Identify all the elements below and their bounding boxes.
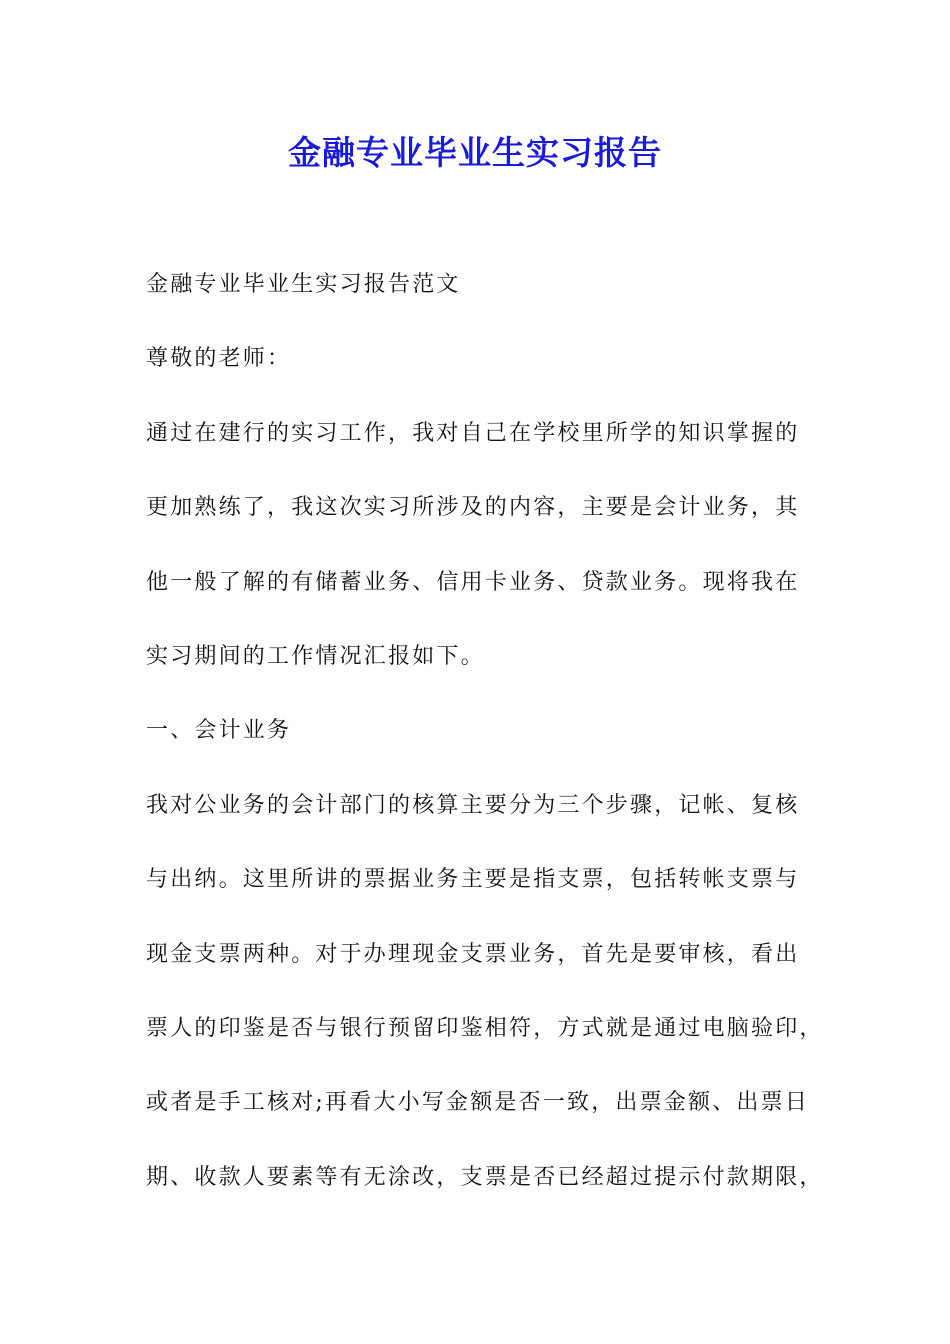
body-line: 与出纳。这里所讲的票据业务主要是指支票，包括转帐支票与	[146, 867, 800, 893]
body-line: 期、收款人要素等有无涂改，支票是否已经超过提示付款期限，	[146, 1164, 824, 1190]
document-title: 金融专业毕业生实习报告	[288, 133, 662, 172]
body-line: 现金支票两种。对于办理现金支票业务，首先是要审核，看出	[146, 941, 800, 967]
body-line: 实习期间的工作情况汇报如下。	[146, 643, 485, 669]
body-line: 或者是手工核对;再看大小写金额是否一致，出票金额、出票日	[146, 1090, 810, 1116]
body-line: 票人的印鉴是否与银行预留印鉴相符，方式就是通过电脑验印，	[146, 1015, 824, 1041]
body-line: 他一般了解的有储蓄业务、信用卡业务、贷款业务。现将我在	[146, 569, 800, 595]
document-body	[146, 265, 824, 1232]
section-heading: 一、会计业务	[146, 718, 292, 744]
body-line: 更加熟练了，我这次实习所涉及的内容，主要是会计业务，其	[146, 495, 800, 521]
body-line: 我对公业务的会计部门的核算主要分为三个步骤，记帐、复核	[146, 792, 800, 818]
body-line: 金融专业毕业生实习报告范文	[146, 272, 461, 297]
body-line: 尊敬的老师：	[146, 346, 292, 372]
body-line: 通过在建行的实习工作，我对自己在学校里所学的知识掌握的	[146, 420, 800, 446]
